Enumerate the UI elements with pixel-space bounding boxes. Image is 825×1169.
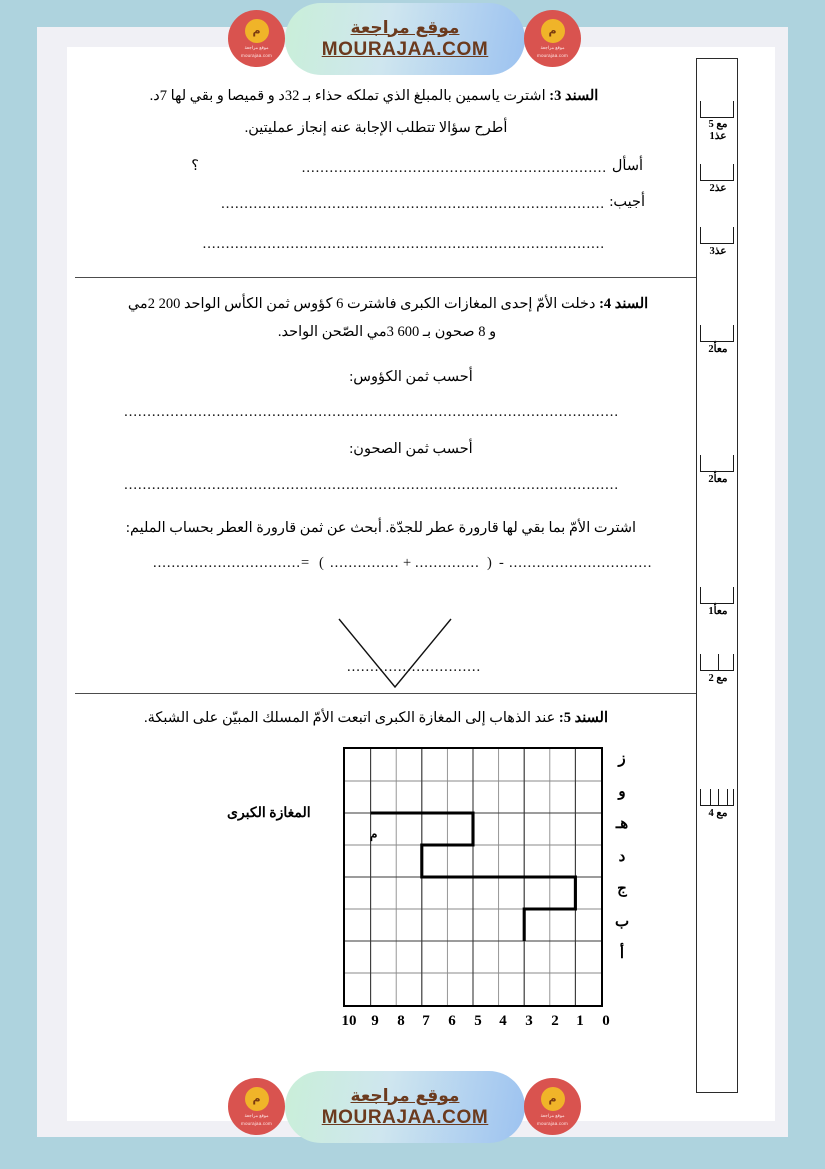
- grading-margin-column: [696, 58, 738, 1093]
- row-label-b: ب: [614, 914, 630, 930]
- margin-mark-1[interactable]: [700, 101, 736, 143]
- col-label-10: 10: [341, 1013, 357, 1029]
- margin-mark-tick: [718, 789, 719, 805]
- exercise-4-task-2: [75, 438, 707, 460]
- exercise-3-answer-row: [75, 194, 707, 216]
- margin-mark-tick: [710, 789, 711, 805]
- col-label-6: 6: [448, 1013, 456, 1029]
- margin-mark-4[interactable]: [700, 325, 736, 355]
- exercise-4-result-row: [75, 659, 707, 681]
- margin-mark-bracket: [700, 587, 734, 604]
- exercise-5-label: السند 5:: [558, 710, 608, 726]
- exercise-5-section: [75, 707, 707, 1029]
- formula-minus-sign: -: [499, 555, 505, 572]
- exercise-3-instruction: [75, 117, 707, 139]
- exercise-4-section: [75, 293, 707, 681]
- exercise-4-task-1-text: أحسب ثمن الكؤوس:: [349, 368, 473, 385]
- margin-mark-label: معأ2: [708, 344, 728, 355]
- col-label-8: 8: [397, 1013, 405, 1029]
- col-label-1: 1: [576, 1013, 584, 1029]
- margin-mark-label: [700, 119, 736, 143]
- exercise-3-ask-dots[interactable]: ..................................................................: [301, 159, 607, 176]
- margin-mark-bracket: [700, 455, 734, 472]
- exercise-5-heading: [75, 707, 707, 729]
- margin-mark-label: معأ2: [708, 474, 728, 485]
- exercise-4-task-1: [75, 366, 707, 388]
- margin-mark-tick: [718, 654, 719, 670]
- margin-mark-label: مع 4: [708, 808, 728, 819]
- exercise-3-answer-dots[interactable]: ...................................................................................: [221, 195, 605, 212]
- exercise-3-extra-dots[interactable]: .......................................................................................: [202, 235, 605, 252]
- margin-mark-tick: [727, 789, 728, 805]
- exercise-4-formula-row: [75, 555, 707, 579]
- exercise-4-dots-2-row: [75, 477, 707, 497]
- exercise-3-section: [75, 85, 707, 256]
- margin-mark-bracket: [700, 101, 734, 118]
- row-label-w: و: [618, 784, 626, 800]
- margin-mark-6[interactable]: [700, 587, 736, 617]
- logo-disc-glyph: م: [541, 19, 565, 43]
- exercise-4-task-3-text: اشترت الأمّ بما بقي لها قارورة عطر للجدّة. أبحث عن ثمن قارورة العطر بحساب المليم:: [125, 519, 637, 536]
- margin-mark-label-line1: مع 5: [708, 119, 728, 130]
- col-label-9: 9: [371, 1013, 379, 1029]
- exercise-4-statement-2-row: [75, 321, 707, 343]
- section-divider-4-5: [75, 693, 707, 694]
- site-logo-icon: [228, 10, 285, 67]
- margin-mark-label-line2: عذ1: [709, 131, 727, 143]
- grid-column-labels: [343, 1013, 623, 1035]
- exercise-4-task-3: [75, 517, 707, 539]
- section-divider-3-4: [75, 277, 707, 278]
- col-label-0: 0: [602, 1013, 610, 1029]
- col-label-4: 4: [499, 1013, 507, 1029]
- logo-disc-glyph: م: [245, 1087, 269, 1111]
- margin-mark-label: عذ3: [709, 246, 727, 257]
- exercise-4-dots-2[interactable]: ...........................................................................................................: [124, 476, 619, 493]
- margin-mark-label: معأ1: [708, 606, 728, 617]
- formula-close-paren: ): [487, 555, 493, 572]
- logo-caption-en: mourajaa.com: [241, 1120, 272, 1126]
- logo-disc-glyph: م: [541, 1087, 565, 1111]
- row-label-j: ج: [617, 881, 627, 897]
- logo-caption-ar: موقع مراجعة: [244, 44, 269, 50]
- exercise-3-label: السند 3:: [549, 88, 599, 104]
- start-point-marker: م: [370, 827, 378, 841]
- top-banner: [0, 0, 825, 78]
- exercise-3-ask-label: أسأل: [611, 157, 643, 174]
- exercise-4-result-dots[interactable]: .............................: [347, 659, 482, 676]
- margin-mark-bracket: [700, 654, 734, 671]
- exercise-3-heading: [75, 85, 707, 107]
- formula-plus-sign: +: [403, 555, 413, 572]
- row-label-d: د: [618, 849, 626, 865]
- formula-dots-b[interactable]: ..............: [415, 555, 480, 572]
- store-label: المغازة الكبرى: [227, 806, 311, 821]
- exercise-4-statement-1: دخلت الأمّ إحدى المغازات الكبرى فاشترت 6 كؤوس ثمن الكأس الواحد 200 2مي: [127, 296, 596, 312]
- exercise-3-extra-row: [75, 234, 707, 256]
- margin-mark-2[interactable]: [700, 164, 736, 194]
- exercise-3-ask-row: [75, 158, 707, 180]
- banner-url-top: MOURAJAA.COM: [321, 38, 489, 60]
- path-grid[interactable]: [343, 747, 603, 1007]
- logo-caption-en: mourajaa.com: [241, 52, 272, 58]
- worksheet-content: [67, 52, 707, 1090]
- logo-caption-ar: موقع مراجعة: [540, 44, 565, 50]
- exercise-4-label: السند 4:: [599, 296, 649, 312]
- margin-mark-bracket: [700, 164, 734, 181]
- grid-row-labels: [609, 741, 635, 1013]
- formula-right-dots[interactable]: ...............................: [509, 555, 653, 572]
- row-label-a: أ: [619, 946, 625, 962]
- margin-mark-7[interactable]: [700, 654, 736, 684]
- logo-caption-en: mourajaa.com: [537, 52, 568, 58]
- banner-text-top: [285, 3, 525, 75]
- row-label-h: هـ: [615, 816, 629, 832]
- margin-mark-label: عذ2: [709, 183, 727, 194]
- col-label-3: 3: [525, 1013, 533, 1029]
- exercise-4-statement-2: و 8 صحون بـ 600 3مي الصّحن الواحد.: [277, 324, 497, 341]
- banner-text-bottom: [285, 1071, 525, 1143]
- margin-mark-5[interactable]: [700, 455, 736, 485]
- exercise-3-instruction-text: أطرح سؤالا تتطلب الإجابة عنه إنجاز عمليتين.: [244, 120, 508, 137]
- margin-mark-bracket: [700, 325, 734, 342]
- exercise-4-dots-1[interactable]: ...........................................................................................................: [124, 404, 619, 421]
- formula-open-paren: (: [319, 555, 325, 572]
- exercise-4-heading: [75, 293, 707, 315]
- col-label-5: 5: [474, 1013, 482, 1029]
- margin-mark-8[interactable]: [700, 789, 736, 819]
- site-logo-icon: [228, 1078, 285, 1135]
- logo-caption-ar: موقع مراجعة: [244, 1112, 269, 1118]
- margin-mark-label: مع 2: [708, 673, 728, 684]
- banner-arabic-title-bottom: موقع مراجعة: [350, 1085, 460, 1106]
- exercise-5-statement: عند الذهاب إلى المغازة الكبرى اتبعت الأمّ المسلك المبيّن على الشبكة.: [144, 710, 556, 726]
- site-logo-icon: [524, 10, 581, 67]
- formula-left-dots[interactable]: ................................=: [153, 555, 311, 572]
- exercise-3-question-mark: ؟: [191, 157, 199, 174]
- exercise-3-answer-label: أجيب:: [609, 193, 645, 210]
- exercise-3-statement: اشترت ياسمين بالمبلغ الذي تملكه حذاء بـ 32د و قميصا و بقي لها 7د.: [149, 88, 546, 104]
- row-label-z: ز: [618, 751, 626, 767]
- banner-arabic-title-top: موقع مراجعة: [350, 17, 460, 38]
- grid-svg: [345, 749, 601, 1005]
- logo-disc-glyph: م: [245, 19, 269, 43]
- margin-mark-3[interactable]: [700, 227, 736, 257]
- margin-mark-bracket: [700, 227, 734, 244]
- formula-dots-a[interactable]: ...............: [330, 555, 400, 572]
- site-logo-icon: [524, 1078, 581, 1135]
- logo-caption-en: mourajaa.com: [537, 1120, 568, 1126]
- exercise-4-dots-1-row: [75, 404, 707, 424]
- col-label-2: 2: [551, 1013, 559, 1029]
- exercise-4-task-2-text: أحسب ثمن الصحون:: [349, 441, 473, 458]
- col-label-7: 7: [422, 1013, 430, 1029]
- banner-url-bottom: MOURAJAA.COM: [321, 1106, 489, 1128]
- logo-caption-ar: موقع مراجعة: [540, 1112, 565, 1118]
- margin-mark-bracket: [700, 789, 734, 806]
- bottom-banner: [0, 1068, 825, 1146]
